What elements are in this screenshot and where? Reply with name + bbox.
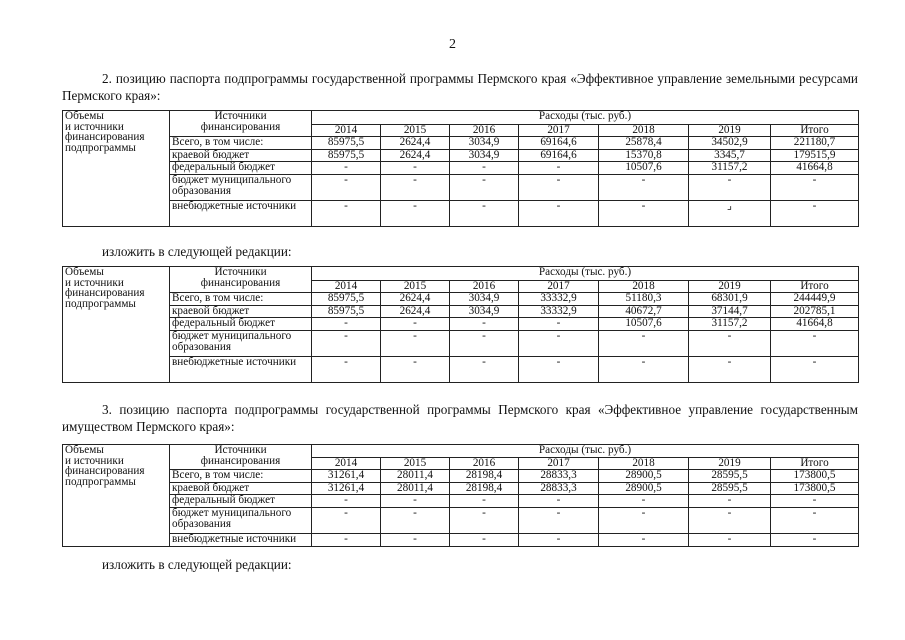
cell-value: 2624,4 (381, 150, 450, 162)
cell-value: 2624,4 (381, 306, 450, 318)
cell-value: 41664,8 (771, 318, 859, 331)
cell-value: - (312, 175, 381, 201)
year-header: 2016 (450, 281, 519, 293)
cell-value: 33332,9 (519, 306, 599, 318)
cell-value: - (519, 318, 599, 331)
cell-value: - (312, 201, 381, 227)
row-label: краевой бюджет (170, 483, 312, 495)
cell-value: - (312, 331, 381, 357)
cell-value: - (771, 534, 859, 547)
table-row (63, 483, 859, 495)
cell-value: - (450, 318, 519, 331)
cell-value: - (312, 318, 381, 331)
cell-value: - (381, 318, 450, 331)
year-header: 2018 (599, 125, 689, 137)
cell-value: - (450, 162, 519, 175)
year-header: 2016 (450, 458, 519, 470)
cell-value: - (519, 331, 599, 357)
cell-value: 31261,4 (312, 470, 381, 483)
paragraph-3 (62, 401, 858, 435)
expenses-header: Расходы (тыс. руб.) (312, 111, 859, 125)
cell-value: - (519, 495, 599, 508)
cell-value: 25878,4 (599, 137, 689, 150)
year-header: 2019 (689, 125, 771, 137)
row-label: бюджет муниципального образования (170, 331, 312, 357)
cell-value: - (519, 162, 599, 175)
cell-value: - (450, 201, 519, 227)
cell-value: 2624,4 (381, 293, 450, 306)
cell-value: - (599, 331, 689, 357)
cell-value: - (689, 495, 771, 508)
year-header: 2017 (519, 281, 599, 293)
cell-value: - (312, 508, 381, 534)
cell-value: - (771, 508, 859, 534)
cell-value: 28833,3 (519, 483, 599, 495)
year-header: Итого (771, 458, 859, 470)
cell-value: 28833,3 (519, 470, 599, 483)
row-label: федеральный бюджет (170, 318, 312, 331)
cell-value: 3034,9 (450, 306, 519, 318)
outer-label: Объемы и источники финансирования подпрограммы (63, 445, 170, 547)
cell-value: 244449,9 (771, 293, 859, 306)
cell-value: 85975,5 (312, 150, 381, 162)
cell-value: ⌟ (689, 201, 771, 227)
cell-value: - (450, 534, 519, 547)
cell-value: - (599, 175, 689, 201)
outer-label: Объемы и источники финансирования подпрограммы (63, 267, 170, 383)
table-row (63, 175, 859, 201)
cell-value: 173800,5 (771, 483, 859, 495)
cell-value: 69164,6 (519, 137, 599, 150)
row-label: внебюджетные источники (170, 357, 312, 383)
year-header: 2015 (381, 125, 450, 137)
cell-value: - (450, 175, 519, 201)
row-label: федеральный бюджет (170, 495, 312, 508)
cell-value: - (599, 508, 689, 534)
year-header: 2019 (689, 458, 771, 470)
cell-value: - (381, 201, 450, 227)
table-row (63, 293, 859, 306)
table-row (63, 495, 859, 508)
year-header: 2014 (312, 125, 381, 137)
year-header: 2018 (599, 281, 689, 293)
cell-value: 68301,9 (689, 293, 771, 306)
expenses-header: Расходы (тыс. руб.) (312, 267, 859, 281)
cell-value: - (771, 357, 859, 383)
cell-value: - (381, 534, 450, 547)
row-label: бюджет муниципального образования (170, 175, 312, 201)
cell-value: - (381, 162, 450, 175)
table-row (63, 534, 859, 547)
cell-value: 3345,7 (689, 150, 771, 162)
row-label: Всего, в том числе: (170, 293, 312, 306)
cell-value: 34502,9 (689, 137, 771, 150)
row-label: федеральный бюджет (170, 162, 312, 175)
table-row (63, 201, 859, 227)
cell-value: 173800,5 (771, 470, 859, 483)
cell-value: - (689, 508, 771, 534)
row-label: краевой бюджет (170, 306, 312, 318)
cell-value: - (771, 201, 859, 227)
cell-value: 3034,9 (450, 150, 519, 162)
cell-value: 28900,5 (599, 470, 689, 483)
cell-value: 202785,1 (771, 306, 859, 318)
cell-value: - (450, 331, 519, 357)
year-header: 2015 (381, 281, 450, 293)
cell-value: - (771, 331, 859, 357)
row-label: бюджет муниципального образования (170, 508, 312, 534)
table-row (63, 357, 859, 383)
cell-value: 85975,5 (312, 137, 381, 150)
cell-value: - (450, 357, 519, 383)
cell-value: - (312, 495, 381, 508)
cell-value: - (519, 201, 599, 227)
year-header: 2016 (450, 125, 519, 137)
table-row (63, 306, 859, 318)
table-row (63, 162, 859, 175)
cell-value: - (381, 331, 450, 357)
cell-value: 28011,4 (381, 483, 450, 495)
cell-value: 31157,2 (689, 318, 771, 331)
financing-table-3 (62, 444, 859, 547)
table-row (63, 137, 859, 150)
replace-note-1: изложить в следующей редакции: (102, 244, 292, 259)
cell-value: - (381, 357, 450, 383)
row-label: Всего, в том числе: (170, 470, 312, 483)
year-header: Итого (771, 281, 859, 293)
cell-value: 85975,5 (312, 293, 381, 306)
cell-value: 40672,7 (599, 306, 689, 318)
source-header: Источники финансирования (170, 267, 312, 293)
cell-value: - (689, 331, 771, 357)
cell-value: 69164,6 (519, 150, 599, 162)
cell-value: 3034,9 (450, 293, 519, 306)
cell-value: 28198,4 (450, 483, 519, 495)
cell-value: 10507,6 (599, 162, 689, 175)
cell-value: - (689, 357, 771, 383)
cell-value: - (599, 495, 689, 508)
cell-value: - (771, 175, 859, 201)
year-header: 2014 (312, 281, 381, 293)
cell-value: 31157,2 (689, 162, 771, 175)
table-row (63, 331, 859, 357)
cell-value: 31261,4 (312, 483, 381, 495)
year-header: 2017 (519, 125, 599, 137)
cell-value: - (519, 534, 599, 547)
cell-value: 41664,8 (771, 162, 859, 175)
year-header: 2019 (689, 281, 771, 293)
cell-value: - (450, 495, 519, 508)
cell-value: - (519, 357, 599, 383)
cell-value: - (689, 534, 771, 547)
cell-value: - (450, 508, 519, 534)
year-header: 2014 (312, 458, 381, 470)
row-label: внебюджетные источники (170, 201, 312, 227)
cell-value: - (312, 534, 381, 547)
cell-value: - (312, 357, 381, 383)
replace-note-2: изложить в следующей редакции: (102, 557, 292, 572)
row-label: внебюджетные источники (170, 534, 312, 547)
cell-value: 2624,4 (381, 137, 450, 150)
paragraph-2 (62, 70, 858, 104)
cell-value: 33332,9 (519, 293, 599, 306)
cell-value: - (599, 201, 689, 227)
table-row (63, 150, 859, 162)
cell-value: - (381, 508, 450, 534)
paragraph-3-text: 3. позицию паспорта подпрограммы государственной программы Пермского края «Эффективное управление государственным имуществом Пермского края»: (62, 402, 858, 434)
cell-value: 10507,6 (599, 318, 689, 331)
source-header: Источники финансирования (170, 445, 312, 470)
paragraph-2-text: 2. позицию паспорта подпрограммы государственной программы Пермского края «Эффективное управление земельными ресурсами Пермского края»: (62, 71, 858, 103)
cell-value: 179515,9 (771, 150, 859, 162)
table-row (63, 508, 859, 534)
cell-value: - (771, 495, 859, 508)
cell-value: 15370,8 (599, 150, 689, 162)
cell-value: 28900,5 (599, 483, 689, 495)
cell-value: - (599, 534, 689, 547)
year-header: 2015 (381, 458, 450, 470)
year-header: Итого (771, 125, 859, 137)
cell-value: 85975,5 (312, 306, 381, 318)
source-header: Источники финансирования (170, 111, 312, 137)
cell-value: 51180,3 (599, 293, 689, 306)
cell-value: 221180,7 (771, 137, 859, 150)
cell-value: 28595,5 (689, 483, 771, 495)
cell-value: - (599, 357, 689, 383)
outer-label: Объемы и источники финансирования подпрограммы (63, 111, 170, 227)
cell-value: 37144,7 (689, 306, 771, 318)
cell-value: 28011,4 (381, 470, 450, 483)
cell-value: - (519, 175, 599, 201)
table-row (63, 318, 859, 331)
cell-value: 3034,9 (450, 137, 519, 150)
year-header: 2017 (519, 458, 599, 470)
cell-value: - (312, 162, 381, 175)
year-header: 2018 (599, 458, 689, 470)
row-label: Всего, в том числе: (170, 137, 312, 150)
financing-table-2 (62, 266, 859, 383)
page-number: 2 (449, 37, 456, 52)
cell-value: 28595,5 (689, 470, 771, 483)
table-row (63, 470, 859, 483)
cell-value: - (381, 175, 450, 201)
expenses-header: Расходы (тыс. руб.) (312, 445, 859, 458)
row-label: краевой бюджет (170, 150, 312, 162)
cell-value: - (519, 508, 599, 534)
cell-value: - (689, 175, 771, 201)
financing-table-1 (62, 110, 859, 227)
cell-value: - (381, 495, 450, 508)
cell-value: 28198,4 (450, 470, 519, 483)
